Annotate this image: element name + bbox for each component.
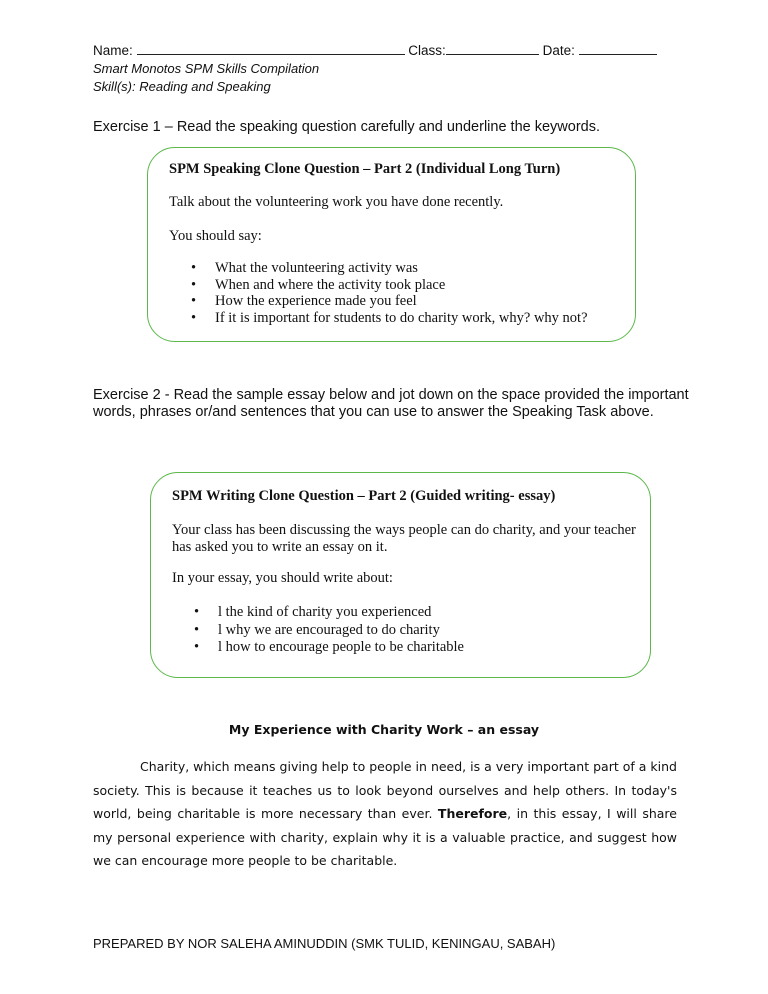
speaking-question-title: SPM Speaking Clone Question – Part 2 (Individual Long Turn)	[169, 161, 561, 177]
speaking-question-box	[147, 147, 636, 342]
list-item: • If it is important for students to do charity work, why? why not?	[169, 310, 588, 327]
class-label: Class:	[408, 43, 446, 58]
writing-question-box	[150, 472, 651, 678]
exercise2-instruction: Exercise 2 - Read the sample essay below and jot down on the space provided the important words, phrases or/and sentences that you can use to answer the Speaking Task above.	[93, 387, 689, 420]
writing-lead: In your essay, you should write about:	[172, 570, 393, 586]
list-item: • l how to encourage people to be charitable	[172, 639, 464, 657]
compilation-title: Smart Monotos SPM Skills Compilation	[93, 61, 320, 76]
skills-line: Skill(s): Reading and Speaking	[93, 79, 271, 94]
essay-text-start: Charity, which means giving help to people in need, is a very important part of a kind society. This is because it teaches us to look beyond ourselves and help others. In today's world, being charitable is more necessary than ever.	[93, 759, 677, 821]
name-label: Name:	[93, 43, 133, 58]
essay-paragraph	[93, 755, 677, 873]
speaking-lead: You should say:	[169, 228, 262, 244]
essay-title: My Experience with Charity Work – an essay	[228, 722, 540, 737]
writing-bullet-list	[172, 604, 464, 657]
header-fields-row	[93, 42, 683, 60]
exercise1-instruction: Exercise 1 – Read the speaking question carefully and underline the keywords.	[93, 119, 600, 135]
list-item: • What the volunteering activity was	[169, 260, 588, 277]
speaking-prompt: Talk about the volunteering work you have done recently.	[169, 194, 504, 210]
essay-bold-word: Therefore	[437, 806, 508, 821]
writing-prompt: Your class has been discussing the ways people can do charity, and your teacher has asked you to write an essay on it.	[172, 522, 636, 555]
date-label: Date:	[542, 43, 575, 58]
footer-credit: PREPARED BY NOR SALEHA AMINUDDIN (SMK TULID, KENINGAU, SABAH)	[93, 936, 556, 951]
list-item: • l why we are encouraged to do charity	[172, 622, 464, 640]
list-item: • l the kind of charity you experienced	[172, 604, 464, 622]
worksheet-header	[93, 42, 683, 96]
essay-text-end: , in this essay, I will share my personal experience with charity, explain why it is a valuable practice, and suggest how we can encourage more people to be charitable.	[93, 806, 677, 868]
writing-question-title: SPM Writing Clone Question – Part 2 (Guided writing- essay)	[172, 488, 556, 504]
date-blank	[579, 42, 657, 55]
speaking-bullet-list	[169, 260, 588, 326]
list-item: • How the experience made you feel	[169, 293, 588, 310]
name-blank	[137, 42, 405, 55]
class-blank	[446, 42, 539, 55]
list-item: • When and where the activity took place	[169, 277, 588, 294]
